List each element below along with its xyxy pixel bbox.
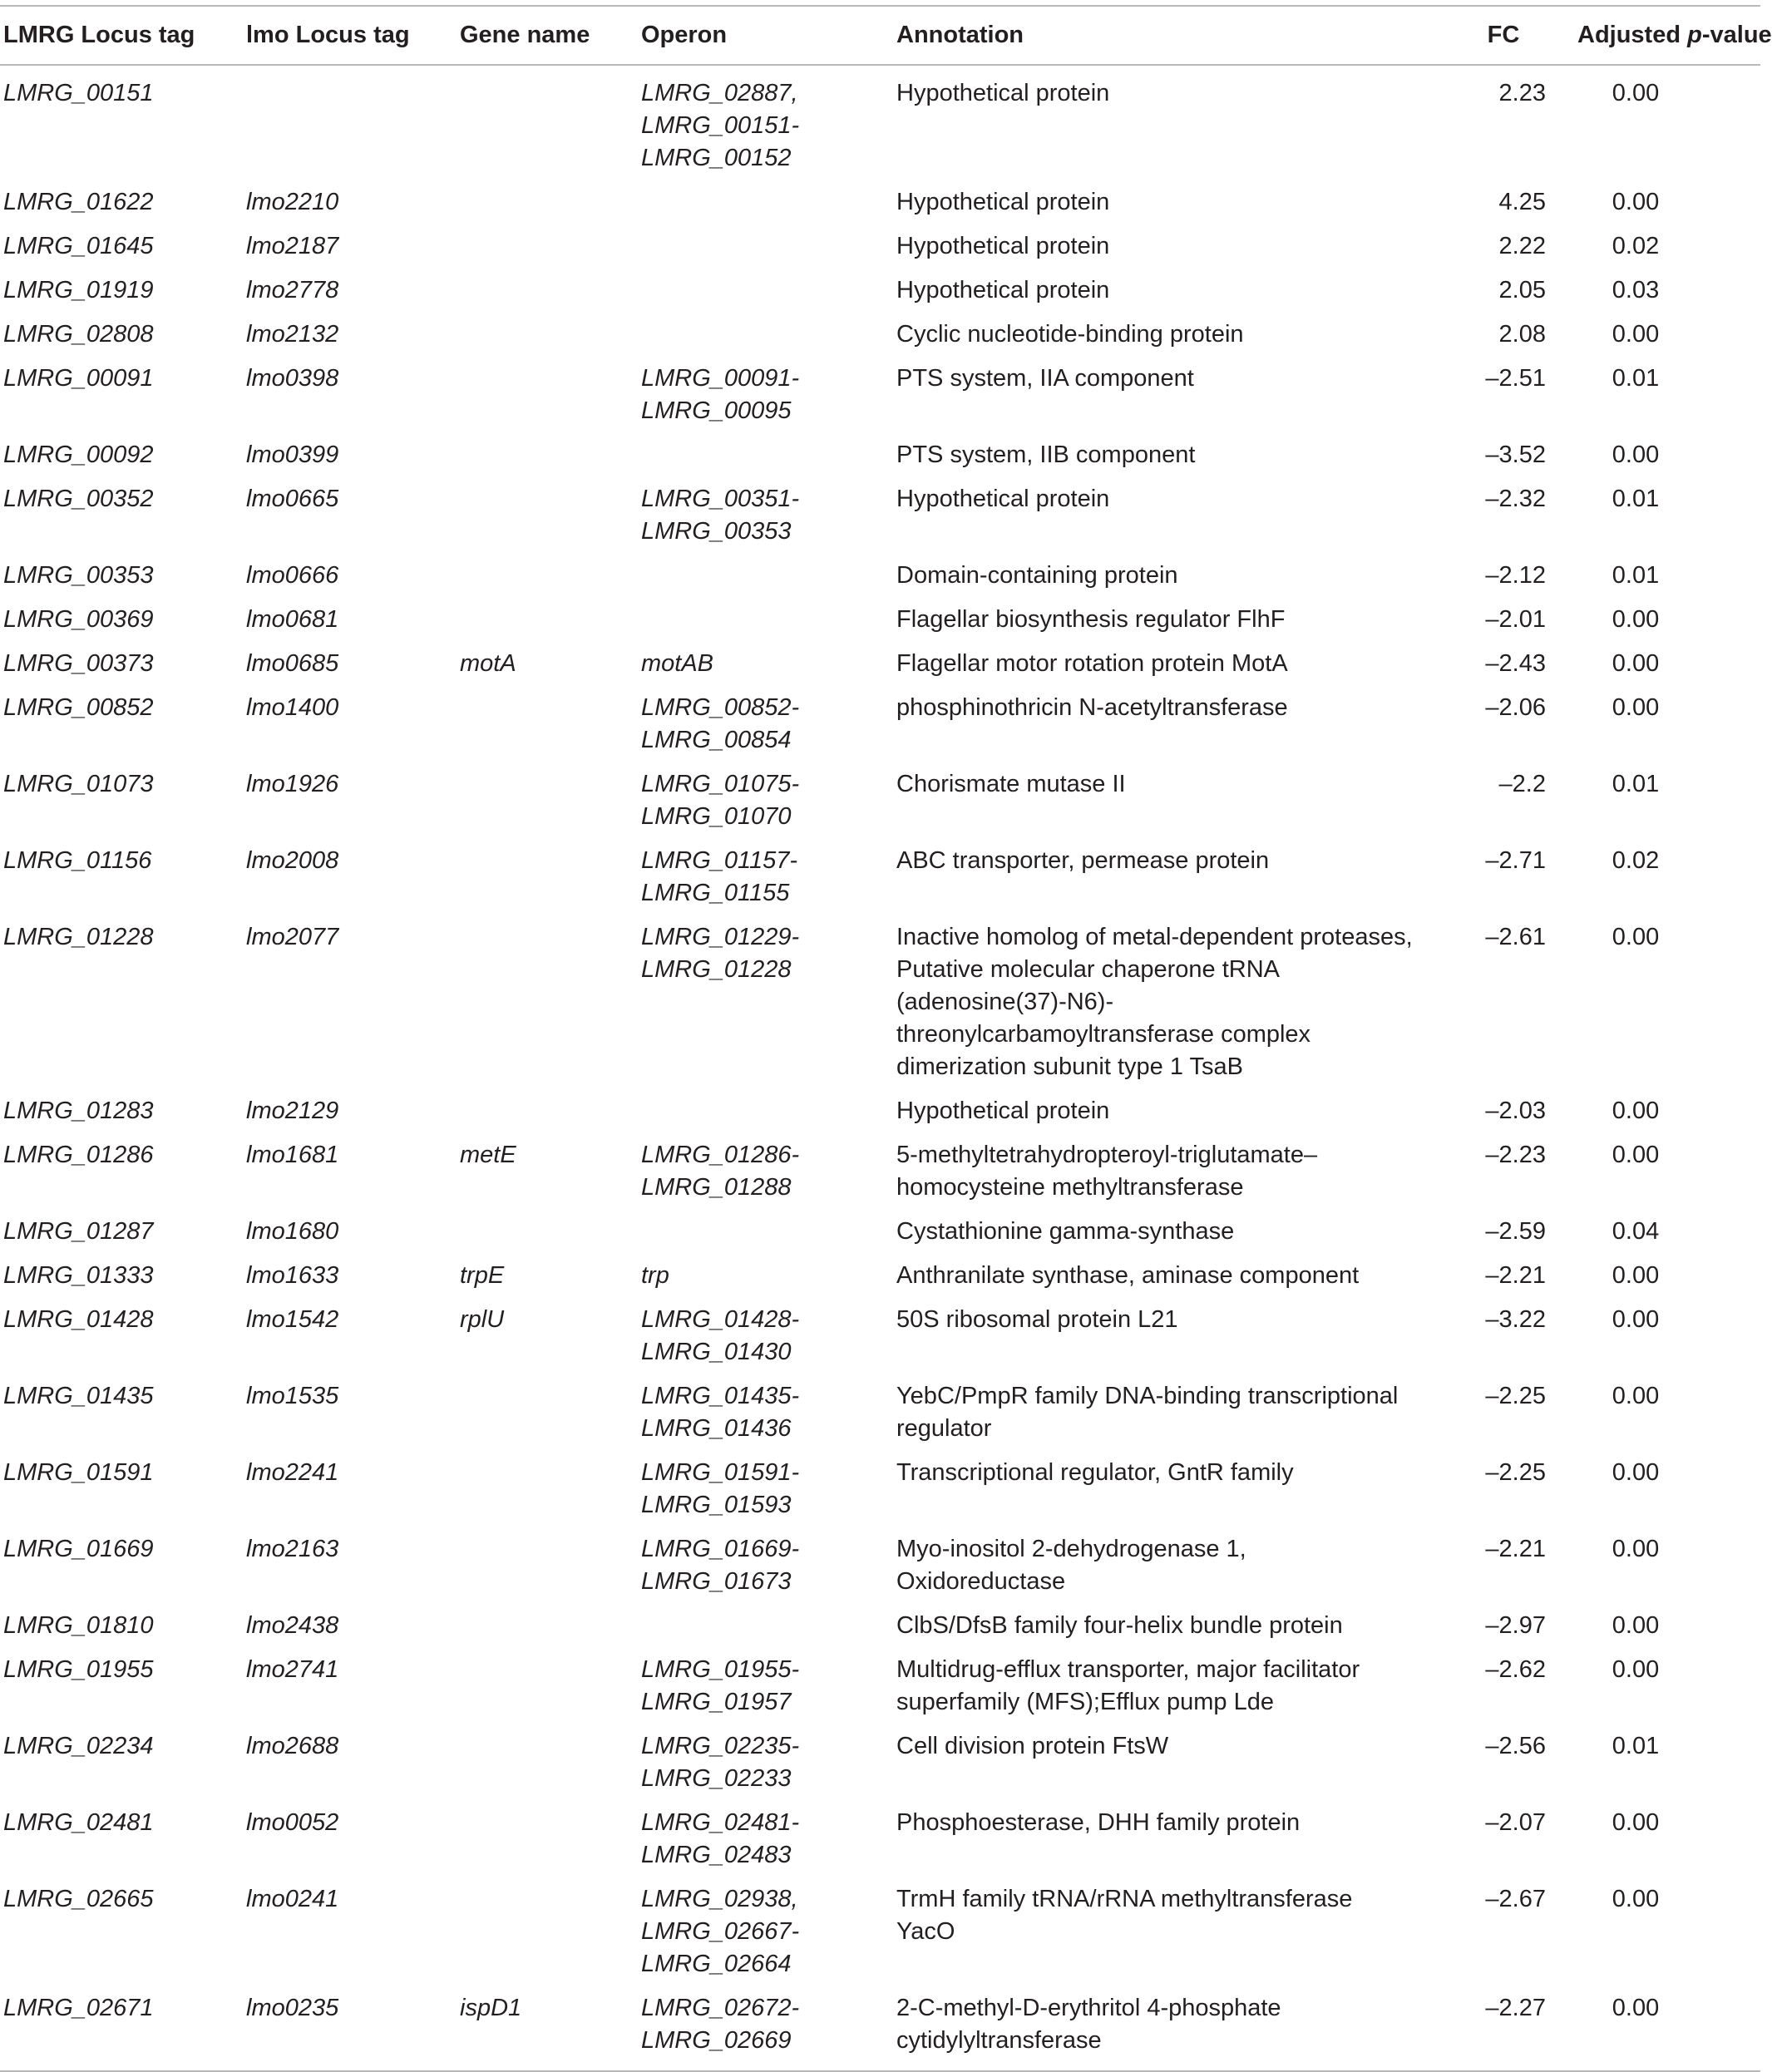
cell-lmrg-locus-tag: LMRG_02234 (3, 1733, 154, 1759)
cell-fc: –2.07 (1485, 1809, 1546, 1836)
cell-operon (638, 434, 893, 478)
header-operon: Operon (641, 22, 728, 48)
cell-annotation: ClbS/DfsB family four-helix bundle protein (896, 1612, 1343, 1639)
cell-adjusted-p-value: 0.01 (1612, 365, 1660, 392)
cell-operon: LMRG_02672-LMRG_02669 (641, 1995, 800, 2054)
cell-gene-name (457, 225, 638, 269)
cell-fc: –2.51 (1485, 365, 1546, 392)
cell-adjusted-p-value: 0.02 (1612, 847, 1660, 874)
cell-fc: –2.56 (1485, 1733, 1546, 1759)
cell-fc: –2.43 (1485, 650, 1546, 677)
cell-operon (638, 1605, 893, 1649)
cell-gene-name (457, 1211, 638, 1255)
cell-adjusted-p-value: 0.00 (1612, 1886, 1660, 1912)
cell-adjusted-p-value: 0.00 (1612, 1459, 1660, 1486)
cell-lmo-locus-tag: lmo2778 (246, 277, 339, 303)
cell-operon (638, 225, 893, 269)
header-p-prefix: Adjusted (1577, 22, 1688, 48)
cell-lmrg-locus-tag: LMRG_02671 (3, 1995, 154, 2021)
cell-operon: LMRG_00852-LMRG_00854 (641, 694, 800, 753)
cell-adjusted-p-value: 0.00 (1612, 606, 1660, 633)
cell-lmrg-locus-tag: LMRG_01286 (3, 1142, 154, 1168)
cell-lmrg-locus-tag: LMRG_00352 (3, 486, 154, 512)
cell-lmo-locus-tag: lmo2741 (246, 1656, 339, 1683)
table-row (0, 434, 1760, 478)
header-annotation: Annotation (896, 22, 1024, 48)
cell-adjusted-p-value: 0.00 (1612, 1262, 1660, 1289)
cell-gene-name: metE (460, 1142, 516, 1168)
cell-lmo-locus-tag (243, 65, 457, 181)
cell-lmo-locus-tag: lmo0241 (246, 1886, 339, 1912)
cell-gene-name (457, 434, 638, 478)
cell-annotation: Cystathionine gamma-synthase (896, 1218, 1235, 1245)
cell-adjusted-p-value: 0.00 (1612, 650, 1660, 677)
cell-annotation: Hypothetical protein (896, 486, 1110, 512)
cell-annotation: TrmH family tRNA/rRNA methyltransferase YacO (896, 1886, 1353, 1945)
cell-annotation: 5-methyltetrahydropteroyl-triglutamate–homocysteine methyltransferase (896, 1142, 1318, 1201)
cell-annotation: Hypothetical protein (896, 189, 1110, 215)
cell-lmrg-locus-tag: LMRG_01622 (3, 189, 154, 215)
table-row (0, 478, 1760, 555)
gene-expression-table (0, 5, 1772, 2072)
cell-fc: –2.03 (1485, 1098, 1546, 1124)
cell-fc: 2.08 (1498, 321, 1546, 348)
cell-lmrg-locus-tag: LMRG_02481 (3, 1809, 154, 1836)
cell-lmo-locus-tag: lmo2688 (246, 1733, 339, 1759)
cell-gene-name (457, 599, 638, 643)
cell-fc: –2.61 (1485, 924, 1546, 950)
cell-annotation: YebC/PmpR family DNA-binding transcriptional regulator (896, 1383, 1399, 1442)
cell-lmrg-locus-tag: LMRG_01919 (3, 277, 154, 303)
cell-lmo-locus-tag: lmo2008 (246, 847, 339, 874)
cell-gene-name (457, 687, 638, 763)
cell-lmrg-locus-tag: LMRG_01669 (3, 1536, 154, 1562)
cell-gene-name (457, 916, 638, 1090)
cell-gene-name: rplU (460, 1306, 505, 1333)
cell-adjusted-p-value: 0.00 (1612, 1142, 1660, 1168)
table-row (0, 687, 1760, 763)
cell-operon (638, 313, 893, 358)
cell-lmrg-locus-tag: LMRG_01810 (3, 1612, 154, 1639)
cell-annotation: Phosphoesterase, DHH family protein (896, 1809, 1301, 1836)
cell-adjusted-p-value: 0.01 (1612, 562, 1660, 589)
cell-lmrg-locus-tag: LMRG_01591 (3, 1459, 154, 1486)
cell-gene-name (457, 181, 638, 225)
cell-operon: LMRG_01286-LMRG_01288 (641, 1142, 800, 1201)
cell-operon: LMRG_02481-LMRG_02483 (641, 1809, 800, 1868)
table-row (0, 1802, 1760, 1878)
header-p-italic: p (1687, 22, 1702, 48)
cell-operon (638, 269, 893, 313)
cell-fc: –2.01 (1485, 606, 1546, 633)
cell-fc: –2.67 (1485, 1886, 1546, 1912)
cell-operon: LMRG_01435-LMRG_01436 (641, 1383, 800, 1442)
cell-adjusted-p-value: 0.00 (1612, 1536, 1660, 1562)
cell-lmo-locus-tag: lmo0681 (246, 606, 339, 633)
table-row (0, 1528, 1760, 1605)
cell-adjusted-p-value: 0.01 (1612, 486, 1660, 512)
cell-operon: LMRG_01428-LMRG_01430 (641, 1306, 800, 1365)
cell-annotation: Hypothetical protein (896, 233, 1110, 259)
cell-gene-name (457, 1528, 638, 1605)
table-row (0, 1878, 1760, 1987)
cell-gene-name (457, 478, 638, 555)
table-row (0, 181, 1760, 225)
cell-annotation: Cyclic nucleotide-binding protein (896, 321, 1244, 348)
cell-gene-name (457, 313, 638, 358)
cell-adjusted-p-value: 0.00 (1612, 924, 1660, 950)
cell-adjusted-p-value: 0.01 (1612, 1733, 1660, 1759)
cell-lmrg-locus-tag: LMRG_01283 (3, 1098, 154, 1124)
cell-lmo-locus-tag: lmo0398 (246, 365, 339, 392)
cell-annotation: Inactive homolog of metal-dependent proteases, Putative molecular chaperone tRNA (adenosine(37)-N6)-threonylcarbamoyltransferase complex dimerization subunit type 1 TsaB (896, 924, 1413, 1080)
table-row (0, 1090, 1760, 1134)
cell-operon: LMRG_00351-LMRG_00353 (641, 486, 800, 545)
cell-lmo-locus-tag: lmo0665 (246, 486, 339, 512)
cell-fc: –2.25 (1485, 1383, 1546, 1409)
cell-adjusted-p-value: 0.03 (1612, 277, 1660, 303)
cell-annotation: Multidrug-efflux transporter, major facilitator superfamily (MFS);Efflux pump Lde (896, 1656, 1360, 1715)
table-row (0, 65, 1760, 181)
cell-adjusted-p-value: 0.00 (1612, 694, 1660, 721)
cell-gene-name (457, 358, 638, 434)
cell-gene-name: motA (460, 650, 516, 677)
cell-adjusted-p-value: 0.00 (1612, 1612, 1660, 1639)
cell-annotation: Hypothetical protein (896, 1098, 1110, 1124)
cell-operon: motAB (641, 650, 714, 677)
cell-annotation: PTS system, IIB component (896, 442, 1196, 468)
cell-lmo-locus-tag: lmo1535 (246, 1383, 339, 1409)
cell-annotation: Flagellar biosynthesis regulator FlhF (896, 606, 1286, 633)
cell-lmrg-locus-tag: LMRG_01645 (3, 233, 154, 259)
cell-gene-name (457, 763, 638, 840)
cell-fc: 2.23 (1498, 80, 1546, 106)
cell-gene-name (457, 1802, 638, 1878)
cell-annotation: Chorismate mutase II (896, 771, 1126, 797)
cell-lmo-locus-tag: lmo0052 (246, 1809, 339, 1836)
header-row (0, 6, 1760, 65)
cell-operon: LMRG_01591-LMRG_01593 (641, 1459, 800, 1518)
cell-adjusted-p-value: 0.00 (1612, 1995, 1660, 2021)
cell-annotation: PTS system, IIA component (896, 365, 1194, 392)
cell-fc: –2.59 (1485, 1218, 1546, 1245)
cell-annotation: ABC transporter, permease protein (896, 847, 1270, 874)
cell-operon: LMRG_00091-LMRG_00095 (641, 365, 800, 424)
cell-fc: –2.32 (1485, 486, 1546, 512)
table-row (0, 313, 1760, 358)
cell-adjusted-p-value: 0.00 (1612, 321, 1660, 348)
cell-adjusted-p-value: 0.00 (1612, 80, 1660, 106)
cell-operon (638, 181, 893, 225)
cell-lmo-locus-tag: lmo1680 (246, 1218, 339, 1245)
cell-fc: 2.22 (1498, 233, 1546, 259)
cell-fc: –3.22 (1485, 1306, 1546, 1333)
cell-lmrg-locus-tag: LMRG_00091 (3, 365, 154, 392)
cell-fc: –2.21 (1485, 1262, 1546, 1289)
cell-lmo-locus-tag: lmo1681 (246, 1142, 339, 1168)
cell-annotation: Cell division protein FtsW (896, 1733, 1169, 1759)
cell-operon: LMRG_02938, LMRG_02667-LMRG_02664 (641, 1886, 800, 1977)
cell-operon: LMRG_01157-LMRG_01155 (641, 847, 798, 906)
cell-lmo-locus-tag: lmo2129 (246, 1098, 339, 1124)
cell-lmo-locus-tag: lmo0685 (246, 650, 339, 677)
table-row (0, 269, 1760, 313)
cell-adjusted-p-value: 0.00 (1612, 1098, 1660, 1124)
table-row (0, 1452, 1760, 1528)
cell-gene-name (457, 1090, 638, 1134)
cell-gene-name: ispD1 (460, 1995, 522, 2021)
cell-fc: –2.21 (1485, 1536, 1546, 1562)
cell-operon: LMRG_01955-LMRG_01957 (641, 1656, 800, 1715)
cell-adjusted-p-value: 0.00 (1612, 1656, 1660, 1683)
cell-gene-name: trpE (460, 1262, 505, 1289)
cell-gene-name (457, 1878, 638, 1987)
cell-lmrg-locus-tag: LMRG_01333 (3, 1262, 154, 1289)
cell-lmrg-locus-tag: LMRG_01428 (3, 1306, 154, 1333)
cell-lmo-locus-tag: lmo0666 (246, 562, 339, 589)
cell-lmrg-locus-tag: LMRG_01955 (3, 1656, 154, 1683)
cell-fc: –2.62 (1485, 1656, 1546, 1683)
table-header (0, 6, 1772, 65)
cell-lmo-locus-tag: lmo2210 (246, 189, 339, 215)
header-lmrg-locus-tag: LMRG Locus tag (3, 22, 195, 48)
cell-adjusted-p-value: 0.00 (1612, 442, 1660, 468)
cell-lmrg-locus-tag: LMRG_01156 (3, 847, 152, 874)
cell-gene-name (457, 269, 638, 313)
header-fc: FC (1487, 22, 1520, 48)
cell-lmrg-locus-tag: LMRG_02808 (3, 321, 154, 348)
cell-lmrg-locus-tag: LMRG_01228 (3, 924, 154, 950)
cell-lmrg-locus-tag: LMRG_01287 (3, 1218, 154, 1245)
cell-gene-name (457, 840, 638, 916)
cell-operon (638, 1090, 893, 1134)
cell-annotation: Domain-containing protein (896, 562, 1178, 589)
cell-adjusted-p-value: 0.00 (1612, 1306, 1660, 1333)
cell-lmo-locus-tag: lmo1633 (246, 1262, 339, 1289)
cell-annotation: Hypothetical protein (896, 277, 1110, 303)
cell-lmrg-locus-tag: LMRG_00852 (3, 694, 154, 721)
table-row (0, 1987, 1760, 2071)
cell-lmrg-locus-tag: LMRG_00151 (3, 80, 154, 106)
cell-gene-name (457, 1452, 638, 1528)
cell-adjusted-p-value: 0.00 (1612, 1383, 1660, 1409)
table-row (0, 916, 1760, 1090)
cell-gene-name (457, 555, 638, 599)
cell-fc: –2.25 (1485, 1459, 1546, 1486)
table-row (0, 1725, 1760, 1802)
cell-annotation: Hypothetical protein (896, 80, 1110, 106)
table-row (0, 1255, 1760, 1299)
table-row (0, 358, 1760, 434)
cell-gene-name (457, 65, 638, 181)
cell-fc: –2.23 (1485, 1142, 1546, 1168)
cell-annotation: Myo-inositol 2-dehydrogenase 1, Oxidoreductase (896, 1536, 1246, 1595)
cell-lmrg-locus-tag: LMRG_00373 (3, 650, 154, 677)
header-p-suffix: -value (1701, 22, 1772, 48)
cell-lmrg-locus-tag: LMRG_01073 (3, 771, 154, 797)
cell-operon (638, 599, 893, 643)
table-row (0, 225, 1760, 269)
header-gene-name: Gene name (460, 22, 590, 48)
cell-annotation: 2-C-methyl-D-erythritol 4-phosphate cytidylyltransferase (896, 1995, 1281, 2054)
table-body (0, 65, 1760, 2071)
cell-lmo-locus-tag: lmo1542 (246, 1306, 339, 1333)
table-row (0, 1299, 1760, 1375)
cell-operon: trp (641, 1262, 669, 1289)
cell-lmrg-locus-tag: LMRG_01435 (3, 1383, 154, 1409)
header-adjusted-p-value (1556, 6, 1772, 65)
cell-fc: –2.71 (1485, 847, 1546, 874)
table-row (0, 555, 1760, 599)
cell-fc: 4.25 (1498, 189, 1546, 215)
cell-adjusted-p-value: 0.00 (1612, 189, 1660, 215)
cell-lmo-locus-tag: lmo0235 (246, 1995, 339, 2021)
cell-fc: –2.12 (1485, 562, 1546, 589)
cell-lmo-locus-tag: lmo2438 (246, 1612, 339, 1639)
cell-lmo-locus-tag: lmo2163 (246, 1536, 339, 1562)
cell-fc: –2.27 (1485, 1995, 1546, 2021)
cell-annotation: Transcriptional regulator, GntR family (896, 1459, 1294, 1486)
cell-operon (638, 1211, 893, 1255)
cell-operon: LMRG_01669-LMRG_01673 (641, 1536, 800, 1595)
cell-lmo-locus-tag: lmo1400 (246, 694, 339, 721)
cell-adjusted-p-value: 0.04 (1612, 1218, 1660, 1245)
table-row (0, 1211, 1760, 1255)
cell-fc: 2.05 (1498, 277, 1546, 303)
cell-operon: LMRG_01075-LMRG_01070 (641, 771, 800, 830)
cell-fc: –2.97 (1485, 1612, 1546, 1639)
cell-lmo-locus-tag: lmo1926 (246, 771, 339, 797)
cell-lmo-locus-tag: lmo0399 (246, 442, 339, 468)
cell-lmrg-locus-tag: LMRG_00353 (3, 562, 154, 589)
table-row (0, 1134, 1760, 1211)
cell-annotation: Anthranilate synthase, aminase component (896, 1262, 1360, 1289)
cell-operon (638, 555, 893, 599)
cell-fc: –2.2 (1498, 771, 1546, 797)
table-row (0, 643, 1760, 687)
cell-gene-name (457, 1375, 638, 1452)
cell-gene-name (457, 1725, 638, 1802)
cell-adjusted-p-value: 0.01 (1612, 771, 1660, 797)
cell-operon: LMRG_02235-LMRG_02233 (641, 1733, 800, 1792)
cell-lmrg-locus-tag: LMRG_02665 (3, 1886, 154, 1912)
cell-lmo-locus-tag: lmo2187 (246, 233, 339, 259)
cell-adjusted-p-value: 0.02 (1612, 233, 1660, 259)
table-row (0, 1375, 1760, 1452)
table-row (0, 763, 1760, 840)
cell-lmrg-locus-tag: LMRG_00369 (3, 606, 154, 633)
cell-lmo-locus-tag: lmo2077 (246, 924, 339, 950)
cell-adjusted-p-value: 0.00 (1612, 1809, 1660, 1836)
table-row (0, 1649, 1760, 1725)
cell-gene-name (457, 1649, 638, 1725)
cell-gene-name (457, 1605, 638, 1649)
cell-lmrg-locus-tag: LMRG_00092 (3, 442, 154, 468)
table-row (0, 1605, 1760, 1649)
cell-annotation: Flagellar motor rotation protein MotA (896, 650, 1288, 677)
table-row (0, 840, 1760, 916)
header-lmo-locus-tag: lmo Locus tag (246, 22, 410, 48)
cell-fc: –3.52 (1485, 442, 1546, 468)
cell-operon: LMRG_01229-LMRG_01228 (641, 924, 800, 983)
cell-lmo-locus-tag: lmo2241 (246, 1459, 339, 1486)
cell-lmo-locus-tag: lmo2132 (246, 321, 339, 348)
cell-annotation: phosphinothricin N-acetyltransferase (896, 694, 1288, 721)
cell-annotation: 50S ribosomal protein L21 (896, 1306, 1178, 1333)
table-row (0, 599, 1760, 643)
cell-fc: –2.06 (1485, 694, 1546, 721)
cell-operon: LMRG_02887, LMRG_00151-LMRG_00152 (641, 80, 800, 171)
